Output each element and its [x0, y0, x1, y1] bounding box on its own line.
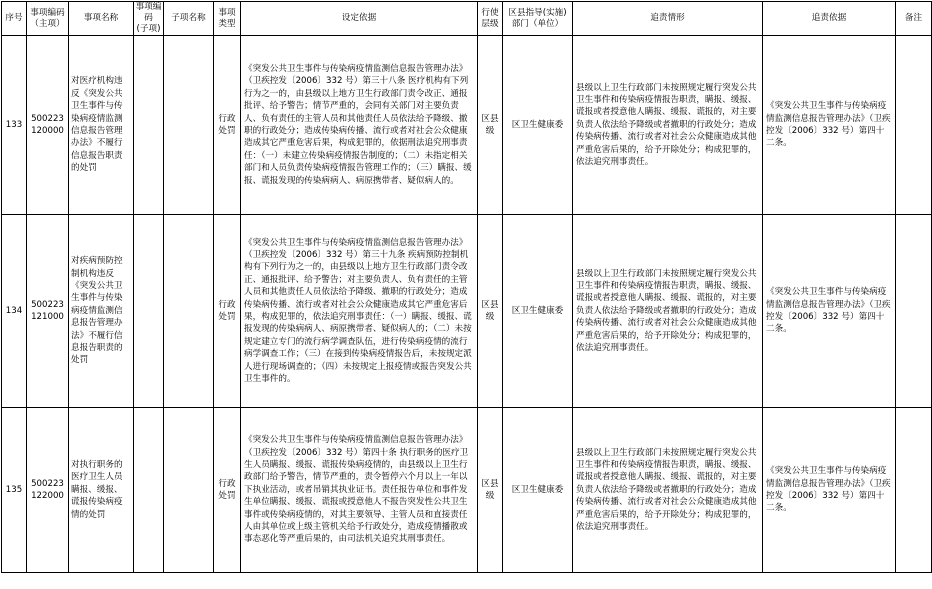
cell-code: 500223 120000	[27, 36, 69, 215]
cell-level: 区县 级	[478, 36, 503, 215]
cell-seq: 135	[2, 408, 27, 573]
header-sub-name: 子项名称	[164, 2, 214, 36]
header-sub-code: 事项编码 (子项)	[134, 2, 164, 36]
cell-type: 行政 处罚	[214, 408, 241, 573]
cell-type: 行政 处罚	[214, 215, 241, 408]
cell-duty: 县级以上卫生行政部门未按照规定履行突发公共卫生事件和传染病疫情报告职责，瞒报、缓报、谎报或者授意他人瞒报、缓报、谎报的，对主要负责人依法给予降级或者撤职的行政处分；造成传染病传播、流行或者对社会公众健康造成其他严重危害后果的，给予开除处分；构成犯罪的，依法追究刑事责任。	[573, 215, 763, 408]
header-row	[2, 2, 932, 36]
cell-level: 区县 级	[478, 215, 503, 408]
item-table	[1, 1, 932, 573]
cell-seq: 134	[2, 215, 27, 408]
cell-sub-name	[164, 36, 214, 215]
header-code: 事项编码 （主项）	[27, 2, 69, 36]
cell-name: 对疾病预防控制机构违反《突发公共卫生事件与传染病疫情监测信息报告管理办法》不履行信息报告职责的处罚	[69, 215, 134, 408]
cell-basis: 《突发公共卫生事件与传染病疫情监测信息报告管理办法》（卫疾控发〔2006〕332 号）第三十九条 疾病预防控制机构有下列行为之一的，由县级以上地方卫生行政部门责令改正、通报批评、给予警告；对主要负责人、负有责任的主管人员和其他责任人员依法给予降级、撤职的行政处分；造成传染病传播、流行或者对社会公众健康造成其它严重危害后果，构成犯罪的，依法追究刑事责任：（一）瞒报、缓报、谎报发现的传染病病人、病原携带者、疑似病人的；（二）未按规定建立专门的流行病学调查队伍，进行传染病疫情的流行病学调查工作；（三）在接到传染病疫情报告后，未按规定派人进行现场调查的；（四）未按规定上报疫情或报告突发公共卫生事件的。	[241, 215, 478, 408]
header-dept: 区县指导(实施) 部门（单位）	[503, 2, 573, 36]
cell-remark	[896, 36, 932, 215]
cell-type: 行政 处罚	[214, 36, 241, 215]
cell-seq: 133	[2, 36, 27, 215]
header-basis: 设定依据	[241, 2, 478, 36]
cell-dept: 区卫生健康委	[503, 215, 573, 408]
table-row	[2, 215, 932, 408]
cell-sub-name	[164, 408, 214, 573]
header-duty: 追责情形	[573, 2, 763, 36]
cell-sub-name	[164, 215, 214, 408]
cell-duty-basis: 《突发公共卫生事件与传染病疫情监测信息报告管理办法》（卫疾控发〔2006〕332 号）第四十二条。	[763, 36, 896, 215]
cell-dept: 区卫生健康委	[503, 408, 573, 573]
cell-duty-basis: 《突发公共卫生事件与传染病疫情监测信息报告管理办法》（卫疾控发〔2006〕332 号）第四十二条。	[763, 215, 896, 408]
header-seq: 序号	[2, 2, 27, 36]
header-name: 事项名称	[69, 2, 134, 36]
header-type: 事项 类型	[214, 2, 241, 36]
cell-code: 500223 122000	[27, 408, 69, 573]
cell-name: 对医疗机构违反《突发公共卫生事件与传染病疫情监测信息报告管理办法》不履行信息报告职责的处罚	[69, 36, 134, 215]
cell-dept: 区卫生健康委	[503, 36, 573, 215]
cell-sub-code	[134, 215, 164, 408]
cell-name: 对执行职务的医疗卫生人员瞒报、缓报、谎报传染病疫情的处罚	[69, 408, 134, 573]
cell-duty: 县级以上卫生行政部门未按照规定履行突发公共卫生事件和传染病疫情报告职责，瞒报、缓报、谎报或者授意他人瞒报、缓报、谎报的，对主要负责人依法给予降级或者撤职的行政处分；造成传染病传播、流行或者对社会公众健康造成其他严重危害后果的，给予开除处分；构成犯罪的，依法追究刑事责任。	[573, 408, 763, 573]
cell-duty-basis: 《突发公共卫生事件与传染病疫情监测信息报告管理办法》（卫疾控发〔2006〕332 号）第四十二条。	[763, 408, 896, 573]
cell-duty: 县级以上卫生行政部门未按照规定履行突发公共卫生事件和传染病疫情报告职责，瞒报、缓报、谎报或者授意他人瞒报、缓报、谎报的，对主要负责人依法给予降级或者撤职的行政处分；造成传染病传播、流行或者对社会公众健康造成其他严重危害后果的，给予开除处分；构成犯罪的，依法追究刑事责任。	[573, 36, 763, 215]
cell-level: 区县 级	[478, 408, 503, 573]
table-row	[2, 36, 932, 215]
cell-basis: 《突发公共卫生事件与传染病疫情监测信息报告管理办法》（卫疾控发〔2006〕332 号）第三十八条 医疗机构有下列行为之一的，由县级以上地方卫生行政部门责令改正、通报批评、给予警告；情节严重的，会同有关部门对主要负责人、负有责任的主管人员和其他责任人员依法给予降级、撤职的行政处分；造成传染病传播、流行或者对社会公众健康造成其它严重危害后果，构成犯罪的，依据刑法追究刑事责任：（一）未建立传染病疫情报告制度的；（二）未指定相关部门和人员负责传染病疫情报告管理工作的；（三）瞒报、缓报、谎报发现的传染病病人、病原携带者、疑似病人的。	[241, 36, 478, 215]
header-duty-basis: 追责依据	[763, 2, 896, 36]
header-level: 行使 层级	[478, 2, 503, 36]
table-row	[2, 408, 932, 573]
cell-remark	[896, 408, 932, 573]
header-remark: 备注	[896, 2, 932, 36]
cell-basis: 《突发公共卫生事件与传染病疫情监测信息报告管理办法》（卫疾控发〔2006〕332 号）第四十条 执行职务的医疗卫生人员瞒报、缓报、谎报传染病疫情的，由县级以上卫生行政部门给予警告，情节严重的，责令暂停六个月以上一年以下执业活动，或者吊销其执业证书。责任报告单位和事件发生单位瞒报、缓报、谎报或授意他人不报告突发性公共卫生事件或传染病疫情的，对其主要领导、主管人员和直接责任人由其单位或上级主管机关给予行政处分，造成疫情播散或事态恶化等严重后果的，由司法机关追究其刑事责任。	[241, 408, 478, 573]
cell-code: 500223 121000	[27, 215, 69, 408]
cell-remark	[896, 215, 932, 408]
cell-sub-code	[134, 36, 164, 215]
cell-sub-code	[134, 408, 164, 573]
